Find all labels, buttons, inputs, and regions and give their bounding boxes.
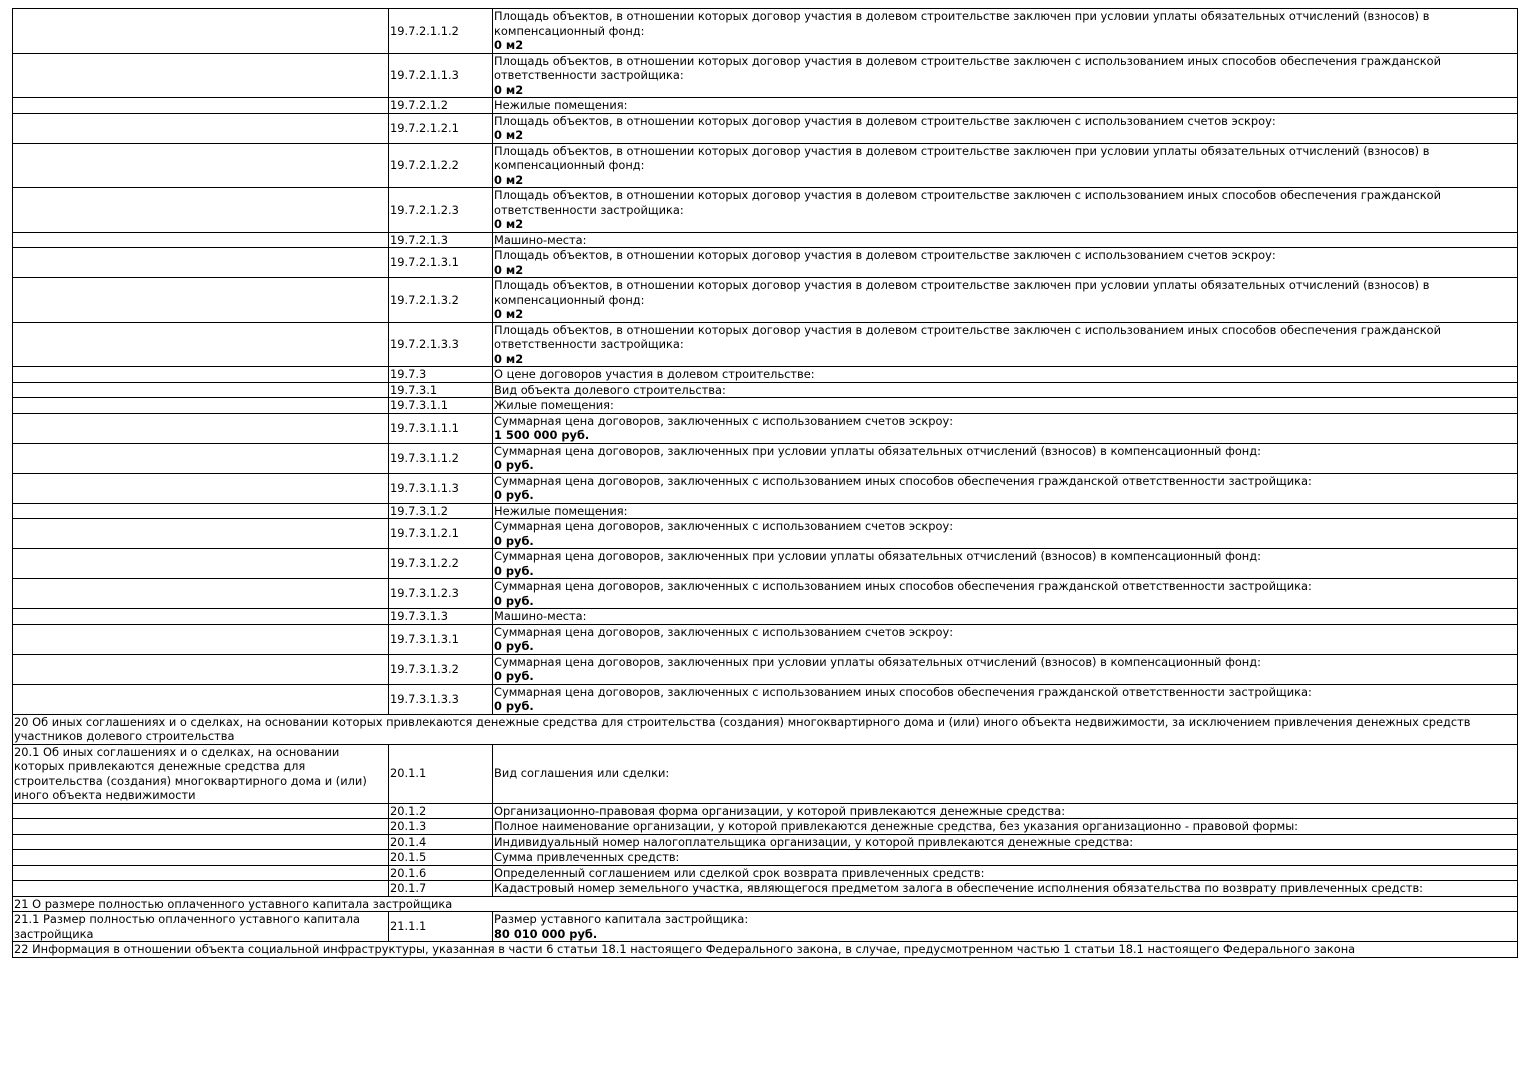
item-description: Жилые помещения: bbox=[494, 398, 614, 412]
item-code: 19.7.3.1.1.3 bbox=[389, 473, 493, 503]
table-row bbox=[13, 143, 1518, 188]
item-value: 0 м2 bbox=[494, 351, 524, 366]
item-value: 1 500 000 руб. bbox=[494, 428, 590, 442]
subsection-cell bbox=[13, 654, 389, 684]
table-row bbox=[13, 684, 1518, 714]
item-value: 0 м2 bbox=[494, 82, 524, 97]
item-description-cell bbox=[493, 609, 1518, 625]
section-heading: 22 Информация в отношении объекта социальной инфраструктуры, указанная в части 6 статьи 18.1 настоящего Федерального закона, в случае, предусмотренном частью 1 статьи 18.1 настоящего Федерального закона bbox=[13, 942, 1518, 958]
item-description: Организационно-правовая форма организации, у которой привлекаются денежные средства: bbox=[494, 803, 1066, 818]
item-description-cell bbox=[493, 834, 1518, 850]
subsection-cell bbox=[13, 382, 389, 398]
table-row bbox=[13, 803, 1518, 819]
table-row bbox=[13, 367, 1518, 383]
item-value: 0 м2 bbox=[494, 38, 524, 52]
item-code: 19.7.2.1.2.3 bbox=[389, 188, 493, 233]
item-description: Нежилые помещения: bbox=[494, 503, 628, 518]
item-code: 19.7.3.1.1.1 bbox=[389, 413, 493, 443]
item-value: 0 руб. bbox=[494, 699, 534, 713]
disclosure-table bbox=[12, 8, 1518, 958]
item-description-cell bbox=[493, 232, 1518, 248]
item-description-cell bbox=[493, 322, 1518, 367]
subsection-cell bbox=[13, 850, 389, 866]
item-code: 19.7.2.1.1.2 bbox=[389, 9, 493, 54]
subsection-cell bbox=[13, 881, 389, 897]
item-code: 19.7.2.1.2.2 bbox=[389, 143, 493, 188]
item-description: Размер уставного капитала застройщика: bbox=[494, 912, 749, 926]
subsection-cell bbox=[13, 398, 389, 414]
item-description-cell bbox=[493, 624, 1518, 654]
table-row bbox=[13, 579, 1518, 609]
item-description-cell bbox=[493, 53, 1518, 98]
item-code: 19.7.3.1.2.3 bbox=[389, 579, 493, 609]
section-heading-row bbox=[13, 942, 1518, 958]
subsection-cell bbox=[13, 549, 389, 579]
item-description-cell bbox=[493, 98, 1518, 114]
item-code: 20.1.3 bbox=[389, 819, 493, 835]
subsection-cell bbox=[13, 819, 389, 835]
subsection-cell bbox=[13, 473, 389, 503]
table-row bbox=[13, 881, 1518, 897]
item-code: 19.7.3.1.1 bbox=[389, 398, 493, 414]
subsection-cell: 21.1 Размер полностью оплаченного уставного капитала застройщика bbox=[13, 912, 389, 942]
subsection-cell bbox=[13, 413, 389, 443]
item-description: Площадь объектов, в отношении которых договор участия в долевом строительстве заключен с использованием иных способов обеспечения гражданской ответственности застройщика: bbox=[494, 322, 1442, 351]
item-code: 19.7.3.1.1.2 bbox=[389, 443, 493, 473]
section-heading: 21 О размере полностью оплаченного уставного капитала застройщика bbox=[13, 896, 1518, 912]
table-row bbox=[13, 232, 1518, 248]
item-description-cell bbox=[493, 143, 1518, 188]
item-description: Суммарная цена договоров, заключенных с использованием иных способов обеспечения гражданской ответственности застройщика: bbox=[494, 473, 1312, 488]
item-description: Площадь объектов, в отношении которых договор участия в долевом строительстве заключен при условии уплаты обязательных отчислений (взносов) в компенсационный фонд: bbox=[494, 9, 1430, 38]
item-code: 20.1.1 bbox=[389, 744, 493, 803]
item-value: 0 м2 bbox=[494, 307, 524, 321]
section-heading-row bbox=[13, 714, 1518, 744]
item-description: Суммарная цена договоров, заключенных с использованием счетов эскроу: bbox=[494, 413, 954, 428]
item-description-cell bbox=[493, 443, 1518, 473]
item-description: Суммарная цена договоров, заключенных при условии уплаты обязательных отчислений (взносов) в компенсационный фонд: bbox=[494, 654, 1261, 669]
table-row bbox=[13, 382, 1518, 398]
subsection-cell bbox=[13, 503, 389, 519]
table-row bbox=[13, 473, 1518, 503]
item-description: Нежилые помещения: bbox=[494, 98, 628, 112]
item-description-cell bbox=[493, 803, 1518, 819]
item-code: 20.1.5 bbox=[389, 850, 493, 866]
item-description: Площадь объектов, в отношении которых договор участия в долевом строительстве заключен с использованием счетов эскроу: bbox=[494, 248, 1276, 262]
item-code: 19.7.2.1.2.1 bbox=[389, 113, 493, 143]
item-description: Машино-места: bbox=[494, 232, 587, 247]
item-code: 19.7.3.1.2.2 bbox=[389, 549, 493, 579]
table-row bbox=[13, 865, 1518, 881]
subsection-cell bbox=[13, 579, 389, 609]
subsection-cell bbox=[13, 53, 389, 98]
disclosure-table-body bbox=[13, 9, 1518, 958]
item-description: Суммарная цена договоров, заключенных при условии уплаты обязательных отчислений (взносов) в компенсационный фонд: bbox=[494, 549, 1261, 563]
item-description: Площадь объектов, в отношении которых договор участия в долевом строительстве заключен при условии уплаты обязательных отчислений (взносов) в компенсационный фонд: bbox=[494, 143, 1430, 172]
table-row bbox=[13, 503, 1518, 519]
subsection-cell bbox=[13, 248, 389, 278]
table-row bbox=[13, 912, 1518, 942]
table-row bbox=[13, 278, 1518, 323]
item-description: Суммарная цена договоров, заключенных с использованием иных способов обеспечения гражданской ответственности застройщика: bbox=[494, 579, 1312, 593]
item-description-cell bbox=[493, 865, 1518, 881]
item-code: 19.7.2.1.3 bbox=[389, 232, 493, 248]
item-description-cell bbox=[493, 473, 1518, 503]
table-row bbox=[13, 654, 1518, 684]
item-description-cell bbox=[493, 398, 1518, 414]
item-value: 0 руб. bbox=[494, 533, 534, 548]
item-description-cell bbox=[493, 413, 1518, 443]
table-row bbox=[13, 413, 1518, 443]
item-description: Площадь объектов, в отношении которых договор участия в долевом строительстве заключен с использованием иных способов обеспечения гражданской ответственности застройщика: bbox=[494, 53, 1442, 82]
item-code: 19.7.2.1.1.3 bbox=[389, 53, 493, 98]
item-description: Вид объекта долевого строительства: bbox=[494, 382, 726, 397]
section-heading-row bbox=[13, 896, 1518, 912]
item-value: 0 м2 bbox=[494, 217, 524, 231]
item-value: 0 руб. bbox=[494, 593, 534, 608]
table-row bbox=[13, 398, 1518, 414]
item-description-cell bbox=[493, 912, 1518, 942]
table-row bbox=[13, 98, 1518, 114]
table-row bbox=[13, 850, 1518, 866]
section-heading: 20 Об иных соглашениях и о сделках, на основании которых привлекаются денежные средства для строительства (создания) многоквартирного дома и (или) иного объекта недвижимости, за исключением привлечения денежных средств участников долевого строительства bbox=[13, 714, 1518, 744]
table-row bbox=[13, 9, 1518, 54]
item-description-cell bbox=[493, 519, 1518, 549]
item-code: 19.7.2.1.3.3 bbox=[389, 322, 493, 367]
subsection-cell bbox=[13, 9, 389, 54]
item-description: Машино-места: bbox=[494, 609, 587, 623]
subsection-cell bbox=[13, 803, 389, 819]
item-description-cell bbox=[493, 503, 1518, 519]
item-code: 20.1.6 bbox=[389, 865, 493, 881]
table-row bbox=[13, 609, 1518, 625]
subsection-cell bbox=[13, 865, 389, 881]
item-code: 19.7.3.1 bbox=[389, 382, 493, 398]
item-description: Полное наименование организации, у которой привлекаются денежные средства, без указания организационно - правовой формы: bbox=[494, 819, 1299, 833]
subsection-cell bbox=[13, 322, 389, 367]
item-description: Кадастровый номер земельного участка, являющегося предметом залога в обеспечение исполнения обязательства по возврату привлеченных средств: bbox=[494, 881, 1424, 895]
table-row bbox=[13, 624, 1518, 654]
item-description-cell bbox=[493, 654, 1518, 684]
item-description-cell bbox=[493, 549, 1518, 579]
table-row bbox=[13, 248, 1518, 278]
subsection-cell bbox=[13, 143, 389, 188]
table-row bbox=[13, 53, 1518, 98]
item-code: 20.1.4 bbox=[389, 834, 493, 850]
subsection-cell bbox=[13, 834, 389, 850]
item-value: 0 м2 bbox=[494, 172, 524, 187]
item-value: 0 руб. bbox=[494, 639, 534, 653]
item-description: Суммарная цена договоров, заключенных с использованием счетов эскроу: bbox=[494, 624, 954, 639]
item-value: 0 руб. bbox=[494, 458, 534, 472]
item-description-cell bbox=[493, 881, 1518, 897]
item-code: 19.7.3.1.3.2 bbox=[389, 654, 493, 684]
item-description: Суммарная цена договоров, заключенных с использованием счетов эскроу: bbox=[494, 519, 954, 533]
subsection-cell bbox=[13, 443, 389, 473]
item-code: 19.7.3.1.3 bbox=[389, 609, 493, 625]
item-description-cell bbox=[493, 113, 1518, 143]
item-value: 0 м2 bbox=[494, 262, 524, 277]
item-code: 19.7.2.1.3.2 bbox=[389, 278, 493, 323]
item-description-cell bbox=[493, 278, 1518, 323]
table-row bbox=[13, 819, 1518, 835]
item-description-cell bbox=[493, 850, 1518, 866]
item-description: Вид соглашения или сделки: bbox=[494, 766, 670, 781]
subsection-cell bbox=[13, 98, 389, 114]
item-description: Площадь объектов, в отношении которых договор участия в долевом строительстве заключен с использованием счетов эскроу: bbox=[494, 113, 1276, 128]
item-code: 19.7.2.1.2 bbox=[389, 98, 493, 114]
subsection-cell bbox=[13, 519, 389, 549]
subsection-cell bbox=[13, 232, 389, 248]
item-description: Индивидуальный номер налогоплательщика организации, у которой привлекаются денежные средства: bbox=[494, 834, 1134, 849]
item-description-cell bbox=[493, 382, 1518, 398]
item-code: 19.7.3.1.2.1 bbox=[389, 519, 493, 549]
subsection-cell: 20.1 Об иных соглашениях и о сделках, на основании которых привлекаются денежные средства для строительства (создания) многоквартирного дома и (или) иного объекта недвижимости bbox=[13, 744, 389, 803]
item-code: 21.1.1 bbox=[389, 912, 493, 942]
subsection-cell bbox=[13, 188, 389, 233]
item-value: 0 руб. bbox=[494, 488, 534, 502]
table-row bbox=[13, 443, 1518, 473]
item-description-cell bbox=[493, 684, 1518, 714]
table-row bbox=[13, 188, 1518, 233]
table-row bbox=[13, 519, 1518, 549]
item-code: 19.7.2.1.3.1 bbox=[389, 248, 493, 278]
item-description-cell bbox=[493, 744, 1518, 803]
table-row bbox=[13, 322, 1518, 367]
item-description-cell bbox=[493, 367, 1518, 383]
subsection-cell bbox=[13, 609, 389, 625]
item-value: 0 руб. bbox=[494, 669, 534, 683]
item-code: 20.1.7 bbox=[389, 881, 493, 897]
item-code: 19.7.3 bbox=[389, 367, 493, 383]
subsection-cell bbox=[13, 113, 389, 143]
subsection-cell bbox=[13, 684, 389, 714]
table-row bbox=[13, 549, 1518, 579]
item-value: 80 010 000 руб. bbox=[494, 926, 598, 941]
item-description-cell bbox=[493, 248, 1518, 278]
item-description: Суммарная цена договоров, заключенных при условии уплаты обязательных отчислений (взносов) в компенсационный фонд: bbox=[494, 443, 1261, 458]
item-description: О цене договоров участия в долевом строительстве: bbox=[494, 367, 815, 381]
subsection-cell bbox=[13, 278, 389, 323]
item-description: Сумма привлеченных средств: bbox=[494, 850, 680, 864]
table-row bbox=[13, 113, 1518, 143]
subsection-cell bbox=[13, 624, 389, 654]
table-row bbox=[13, 744, 1518, 803]
item-code: 19.7.3.1.2 bbox=[389, 503, 493, 519]
item-description: Площадь объектов, в отношении которых договор участия в долевом строительстве заключен с использованием иных способов обеспечения гражданской ответственности застройщика: bbox=[494, 188, 1442, 217]
item-value: 0 руб. bbox=[494, 563, 534, 578]
subsection-cell bbox=[13, 367, 389, 383]
item-description-cell bbox=[493, 819, 1518, 835]
table-row bbox=[13, 834, 1518, 850]
item-value: 0 м2 bbox=[494, 128, 524, 142]
item-code: 19.7.3.1.3.1 bbox=[389, 624, 493, 654]
item-description: Площадь объектов, в отношении которых договор участия в долевом строительстве заключен при условии уплаты обязательных отчислений (взносов) в компенсационный фонд: bbox=[494, 278, 1430, 307]
item-code: 20.1.2 bbox=[389, 803, 493, 819]
item-description-cell bbox=[493, 579, 1518, 609]
item-description-cell bbox=[493, 188, 1518, 233]
item-description-cell bbox=[493, 9, 1518, 54]
item-description: Суммарная цена договоров, заключенных с использованием иных способов обеспечения гражданской ответственности застройщика: bbox=[494, 684, 1312, 699]
item-code: 19.7.3.1.3.3 bbox=[389, 684, 493, 714]
item-description: Определенный соглашением или сделкой срок возврата привлеченных средств: bbox=[494, 865, 985, 880]
